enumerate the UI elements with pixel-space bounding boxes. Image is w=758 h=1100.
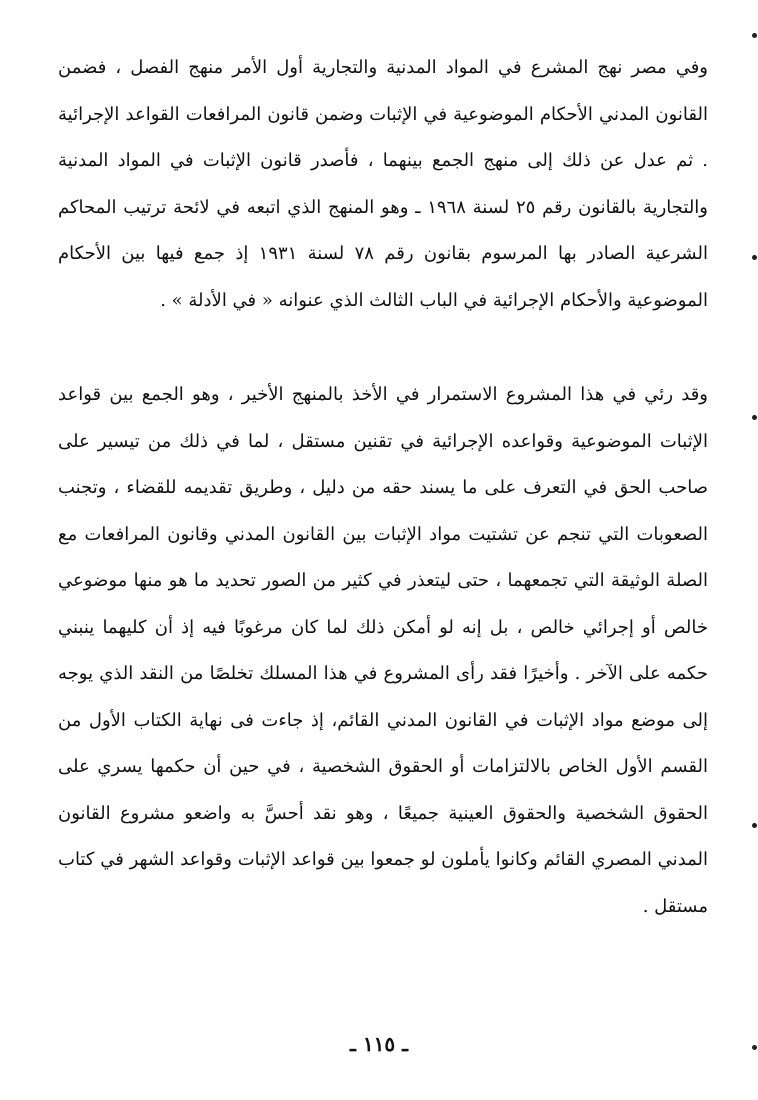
- scan-speck: [752, 823, 757, 828]
- scan-speck: [752, 33, 757, 38]
- page-number: ـ ١١٥ ـ: [350, 1032, 408, 1056]
- paragraph-2: وقد رئي في هذا المشروع الاستمرار في الأخذ بالمنهج الأخير ، وهو الجمع بين قواعد الإثبات الموضوعية وقواعده الإجرائية في تقنين مستقل ، لما في ذلك من تيسير على صاحب الحق في التعرف على ما يسند حقه من دليل ، وطريق تقديمه للقضاء ، وتجنب الصعوبات التي تنجم عن تشتيت مواد الإثبات بين القانون المدني وقانون المرافعات مع الصلة الوثيقة التي تجمعهما ، حتى ليتعذر في كثير من الصور تحديد ما هو منها موضوعي خالص أو إجرائي خالص ، بل إنه لو أمكن ذلك لما كان مرغوبًا فيه إذ أن كليهما ينبني حكمه على الآخر . وأخيرًا فقد رأى المشروع في هذا المسلك تخلصًا من النقد الذي يوجه إلى موضع مواد الإثبات في القانون المدني القائم، إذ جاءت فى نهاية الكتاب الأول من القسم الأول الخاص بالالتزامات أو الحقوق الشخصية ، في حين أن حكمها يسري على الحقوق الشخصية والحقوق العينية جميعًا ، وهو نقد أحسَّ به واضعو مشروع القانون المدني المصري القائم وكانوا يأملون لو جمعوا بين قواعد الإثبات وقواعد الشهر في كتاب مستقل .: [58, 384, 708, 917]
- scan-speck: [752, 1045, 757, 1050]
- paragraph-1: وفي مصر نهج المشرع في المواد المدنية والتجارية أول الأمر منهج الفصل ، فضمن القانون المدني الأحكام الموضوعية في الإثبات وضمن قانون المرافعات القواعد الإجرائية . ثم عدل عن ذلك إلى منهج الجمع بينهما ، فأصدر قانون الإثبات في المواد المدنية والتجارية بالقانون رقم ٢٥ لسنة ١٩٦٨ ـ وهو المنهج الذي اتبعه في لائحة ترتيب المحاكم الشرعية الصادر بها المرسوم بقانون رقم ٧٨ لسنة ١٩٣١ إذ جمع فيها بين الأحكام الموضوعية والأحكام الإجرائية في الباب الثالث الذي عنوانه « في الأدلة » .: [58, 57, 708, 311]
- scan-speck: [752, 255, 757, 260]
- scan-speck: [752, 415, 757, 420]
